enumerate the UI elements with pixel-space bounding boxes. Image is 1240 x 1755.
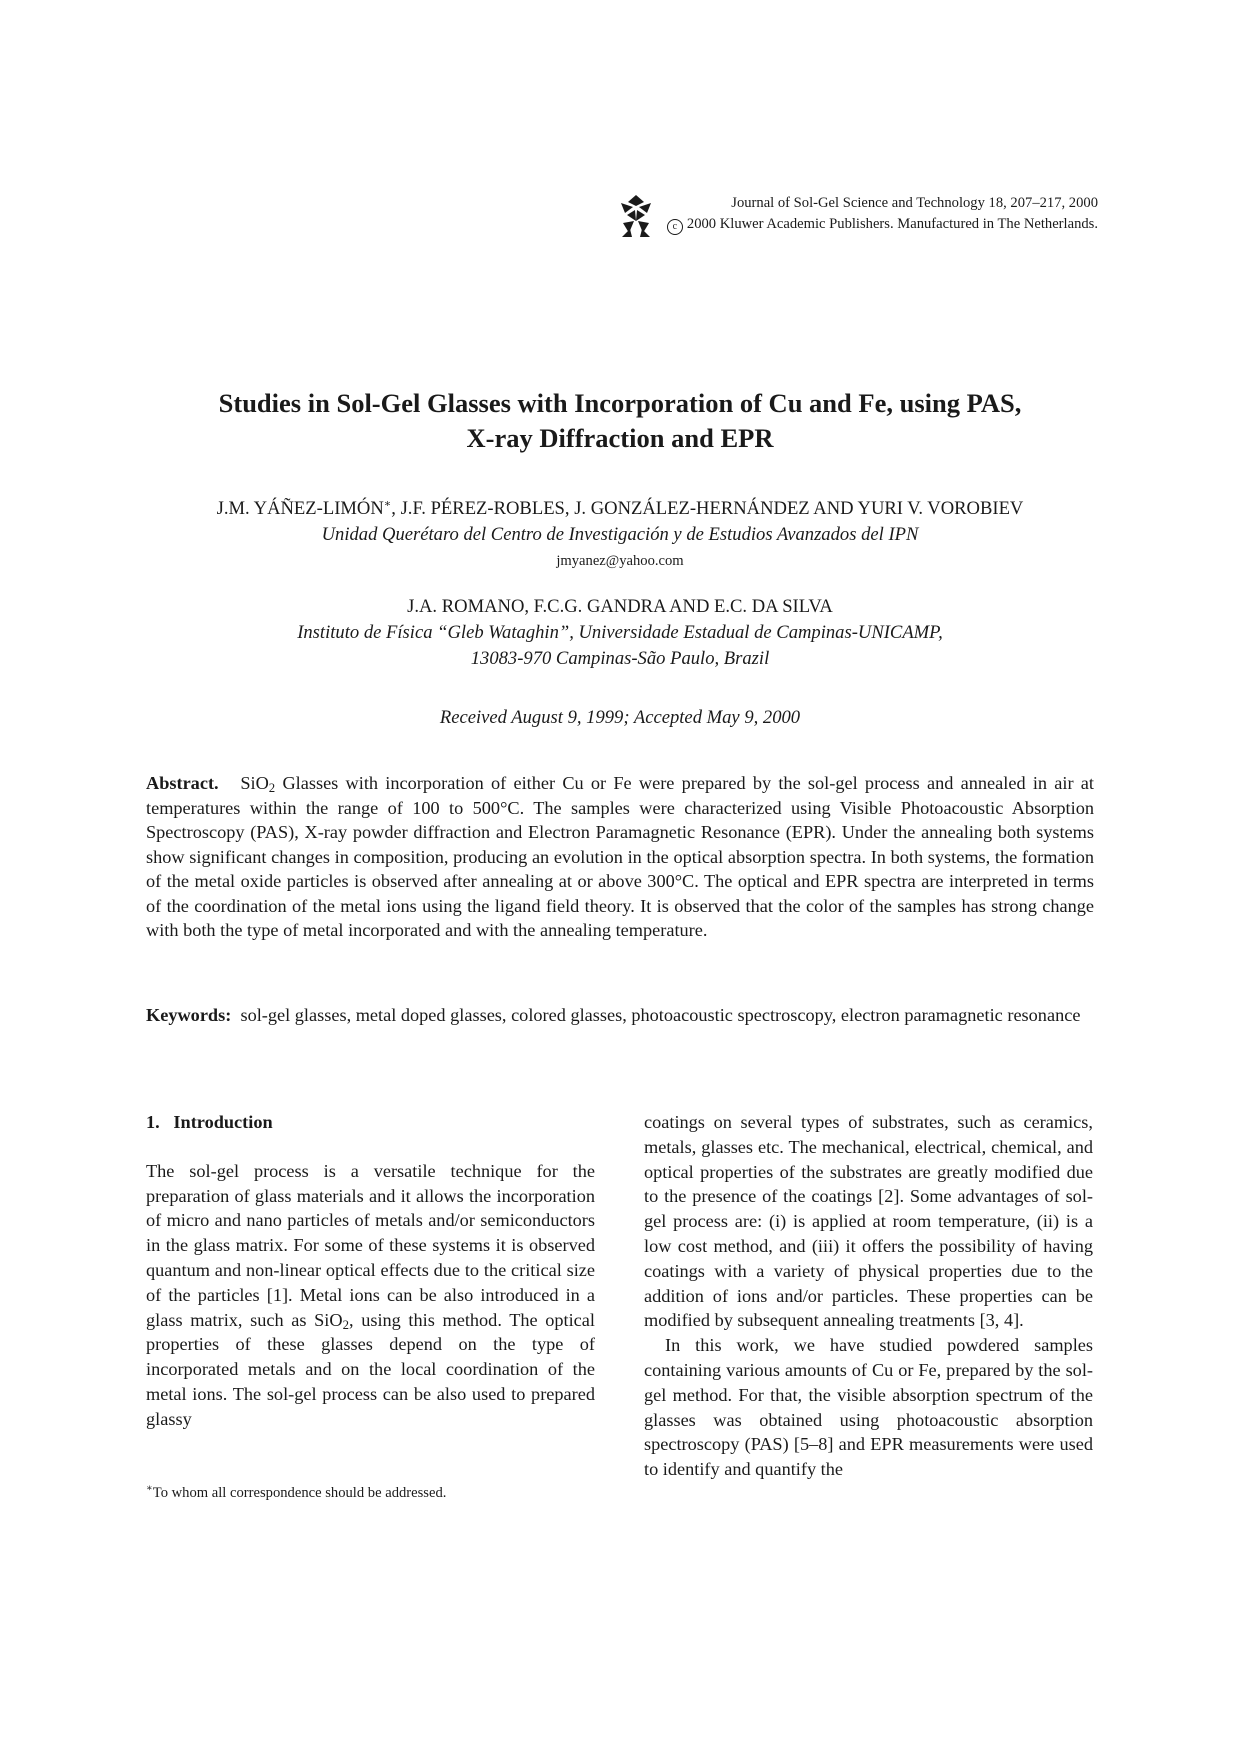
paper-title (0, 386, 1240, 456)
intro-subscript: 2 (342, 1317, 349, 1332)
intro-p1-part-b: , using this method. The optical properties of these glasses depend on the type of incorporated metals and on the local coordination of the metal ions. The sol-gel process can be also used to prepared glassy (146, 1309, 595, 1429)
footnote-text: To whom all correspondence should be addressed. (152, 1484, 447, 1501)
author-group-1 (0, 491, 1240, 574)
intro-p1-part-a: The sol-gel process is a versatile technique for the preparation of glass materials and it allows the incorporation of micro and nano particles of metals and/or semiconductors in the glass matrix. For some of these systems it is observed quantum and non-linear optical effects due to the critical size of the particles [1]. Metal ions can be also introduced in a glass matrix, such as SiO (146, 1160, 595, 1330)
keywords (146, 1003, 1094, 1028)
affiliation-2-line-1: Instituto de Física “Gleb Wataghin”, Universidade Estadual de Campinas-UNICAMP, (297, 622, 943, 643)
affiliation-1: Unidad Querétaro del Centro de Investigación y de Estudios Avanzados del IPN (321, 524, 919, 546)
title-line-2: X-ray Diffraction and EPR (466, 423, 774, 453)
keywords-text: sol-gel glasses, metal doped glasses, colored glasses, photoacoustic spectroscopy, electron paramagnetic resonance (240, 1005, 1081, 1025)
authors-line-2: J.A. ROMANO, F.C.G. GANDRA AND E.C. DA SILVA (407, 596, 833, 617)
abstract-sio: SiO (240, 773, 269, 793)
journal-citation: Journal of Sol-Gel Science and Technology 18, 207–217, 2000 (731, 195, 1098, 211)
journal-header (619, 193, 1098, 239)
footnote (146, 1479, 595, 1503)
received-dates (0, 705, 1240, 731)
author-group-2 (0, 594, 1240, 672)
left-column (146, 1110, 595, 1432)
author-email[interactable]: jmyanez@yahoo.com (556, 553, 684, 570)
abstract-subscript: 2 (268, 781, 276, 796)
copyright-line (667, 214, 1098, 235)
intro-paragraph-2: In this work, we have studied powdered samples containing various amounts of Cu or Fe, prepared by the sol-gel method. For that, the visible absorption spectrum of the glasses was obtained using photoacoustic absorption spectroscopy (PAS) [5–8] and EPR measurements were used to identify and quantify the (644, 1335, 1093, 1480)
abstract-label: Abstract. (146, 773, 219, 793)
co-authors: , J.F. PÉREZ-ROBLES, J. GONZÁLEZ-HERNÁNDEZ AND YURI V. VOROBIEV (391, 498, 1024, 520)
abstract-text: Glasses with incorporation of either Cu or Fe were prepared by the sol-gel process and annealed in air at temperatures within the range of 100 to 500°C. The samples were characterized using Visible Photoacoustic Absorption Spectroscopy (PAS), X-ray powder diffraction and Electron Paramagnetic Resonance (EPR). Under the annealing both systems show significant changes in composition, producing an evolution in the optical absorption spectra. In both systems, the formation of the metal oxide particles is observed after annealing at or above 300°C. The optical and EPR spectra are interpreted in terms of the coordination of the metal ions using the ligand field theory. It is observed that the color of the samples has strong change with both the type of metal incorporated and with the annealing temperature. (146, 773, 1095, 940)
abstract (146, 771, 1094, 943)
intro-paragraph-1 (146, 1159, 595, 1432)
right-column (644, 1110, 1093, 1482)
footnote-star: ∗ (146, 1483, 153, 1494)
keywords-label: Keywords: (146, 1005, 232, 1025)
first-author: J.M. YÁÑEZ-LIMÓN (216, 498, 384, 520)
section-heading-introduction: 1. Introduction (146, 1112, 273, 1132)
authors-line-1 (0, 491, 1240, 522)
copyright-text: 2000 Kluwer Academic Publishers. Manufactured in The Netherlands. (686, 216, 1098, 232)
copyright-symbol: c (667, 219, 683, 235)
received-line: Received August 9, 1999; Accepted May 9, 2000 (439, 707, 801, 728)
corresponding-star: ∗ (383, 498, 392, 510)
title-line-1: Studies in Sol-Gel Glasses with Incorporation of Cu and Fe, using PAS, (218, 388, 1022, 418)
publisher-logo-icon (619, 193, 653, 239)
affiliation-2-line-2: 13083-970 Campinas-São Paulo, Brazil (470, 648, 770, 669)
intro-paragraph-1-continued: coatings on several types of substrates, such as ceramics, metals, glasses etc. The mechanical, electrical, chemical, and optical properties of the substrates are greatly modified due to the presence of the coatings [2]. Some advantages of sol-gel process are: (i) is applied at room temperature, (ii) is a low cost method, and (iii) it offers the possibility of having coatings with a variety of physical properties due to the addition of ions and/or particles. These properties can be modified by subsequent annealing treatments [3, 4]. (644, 1112, 1093, 1331)
